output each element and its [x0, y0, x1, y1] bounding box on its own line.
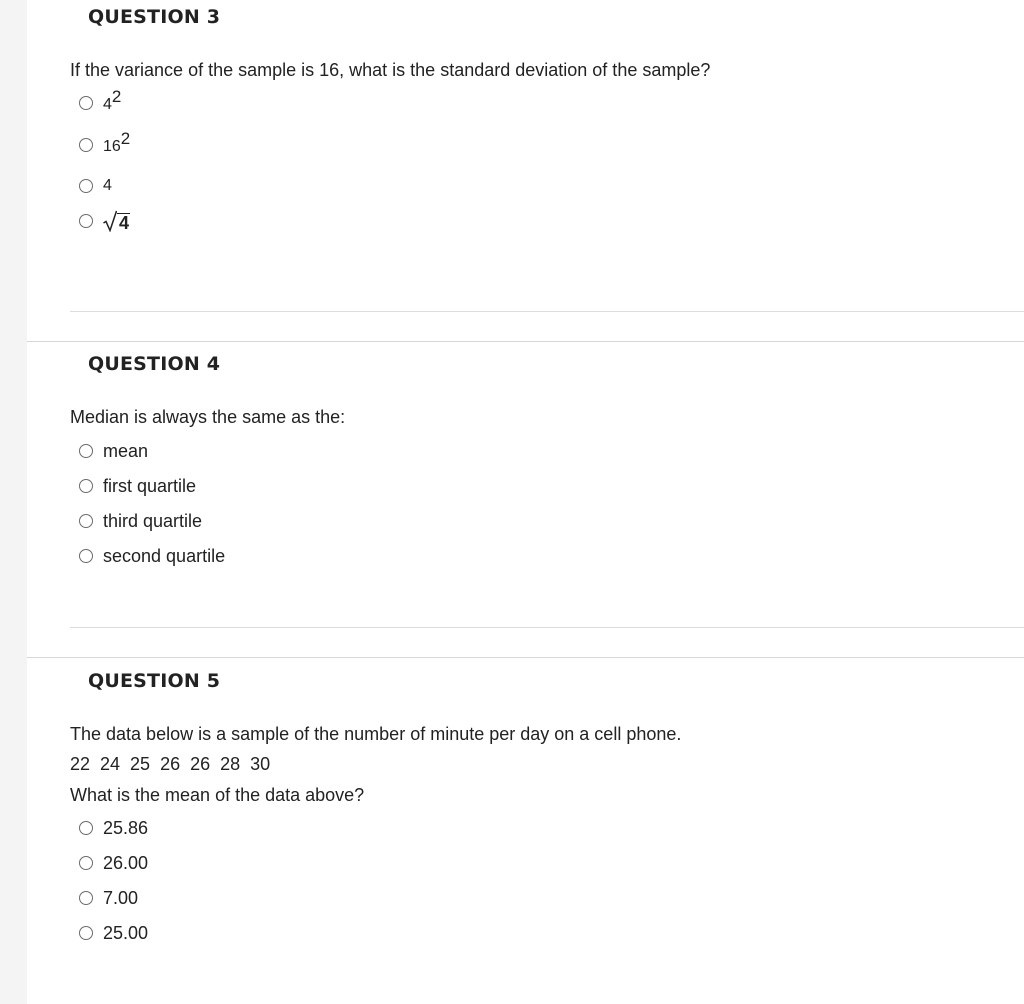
q3-option-2[interactable]: [79, 128, 131, 157]
question-5-text: The data below is a sample of the number of minute per day on a cell phone.: [70, 724, 682, 744]
data-values: 22 24 25 26 26 28 30: [70, 754, 271, 774]
option-label: mean: [103, 440, 149, 461]
q4-option-3[interactable]: [79, 509, 202, 533]
radio-button[interactable]: [79, 444, 93, 458]
radio-button[interactable]: [79, 821, 93, 835]
option-label: 25.86: [103, 817, 149, 838]
option-label: 4: [103, 177, 112, 194]
section-divider: [27, 341, 1024, 342]
q5-option-3[interactable]: [79, 886, 138, 910]
left-gutter: [0, 0, 27, 1004]
radio-button[interactable]: [79, 891, 93, 905]
separator: [70, 627, 1024, 628]
radio-button[interactable]: [79, 138, 93, 152]
radio-button[interactable]: [79, 479, 93, 493]
option-label: 25.00: [103, 922, 149, 943]
q4-option-2[interactable]: [79, 474, 196, 498]
radio-button[interactable]: [79, 856, 93, 870]
sqrt-symbol-icon: [103, 210, 117, 232]
radio-button[interactable]: [79, 514, 93, 528]
q3-option-3[interactable]: [79, 174, 112, 198]
q5-option-2[interactable]: [79, 851, 148, 875]
question-5-title: QUESTION 5: [88, 670, 221, 692]
option-label: third quartile: [103, 510, 203, 531]
radio-button[interactable]: [79, 549, 93, 563]
q5-option-4[interactable]: [79, 921, 148, 945]
q5-option-1[interactable]: [79, 816, 148, 840]
separator: [70, 311, 1024, 312]
section-divider: [27, 657, 1024, 658]
option-label: $16^2$: [103, 128, 131, 155]
q4-option-1[interactable]: [79, 439, 148, 463]
question-4-text: Median is always the same as the:: [70, 407, 346, 427]
square-root-label: 4: [103, 210, 130, 232]
question-4-title: QUESTION 4: [88, 353, 221, 375]
radio-button[interactable]: [79, 179, 93, 193]
q3-option-1[interactable]: [79, 86, 122, 115]
question-3-text: If the variance of the sample is 16, what is the standard deviation of the sample?: [70, 60, 711, 80]
q4-option-4[interactable]: [79, 544, 225, 568]
radio-button[interactable]: [79, 96, 93, 110]
option-label: second quartile: [103, 545, 226, 566]
question-5-prompt: What is the mean of the data above?: [70, 785, 365, 805]
option-label: first quartile: [103, 475, 197, 496]
radio-button[interactable]: [79, 214, 93, 228]
q3-option-4[interactable]: [79, 209, 130, 233]
question-3-title: QUESTION 3: [88, 6, 221, 28]
quiz-content: [27, 0, 1024, 1004]
option-label: $4^2$: [103, 86, 122, 113]
radio-button[interactable]: [79, 926, 93, 940]
option-label: 7.00: [103, 887, 139, 908]
option-label: 26.00: [103, 852, 149, 873]
